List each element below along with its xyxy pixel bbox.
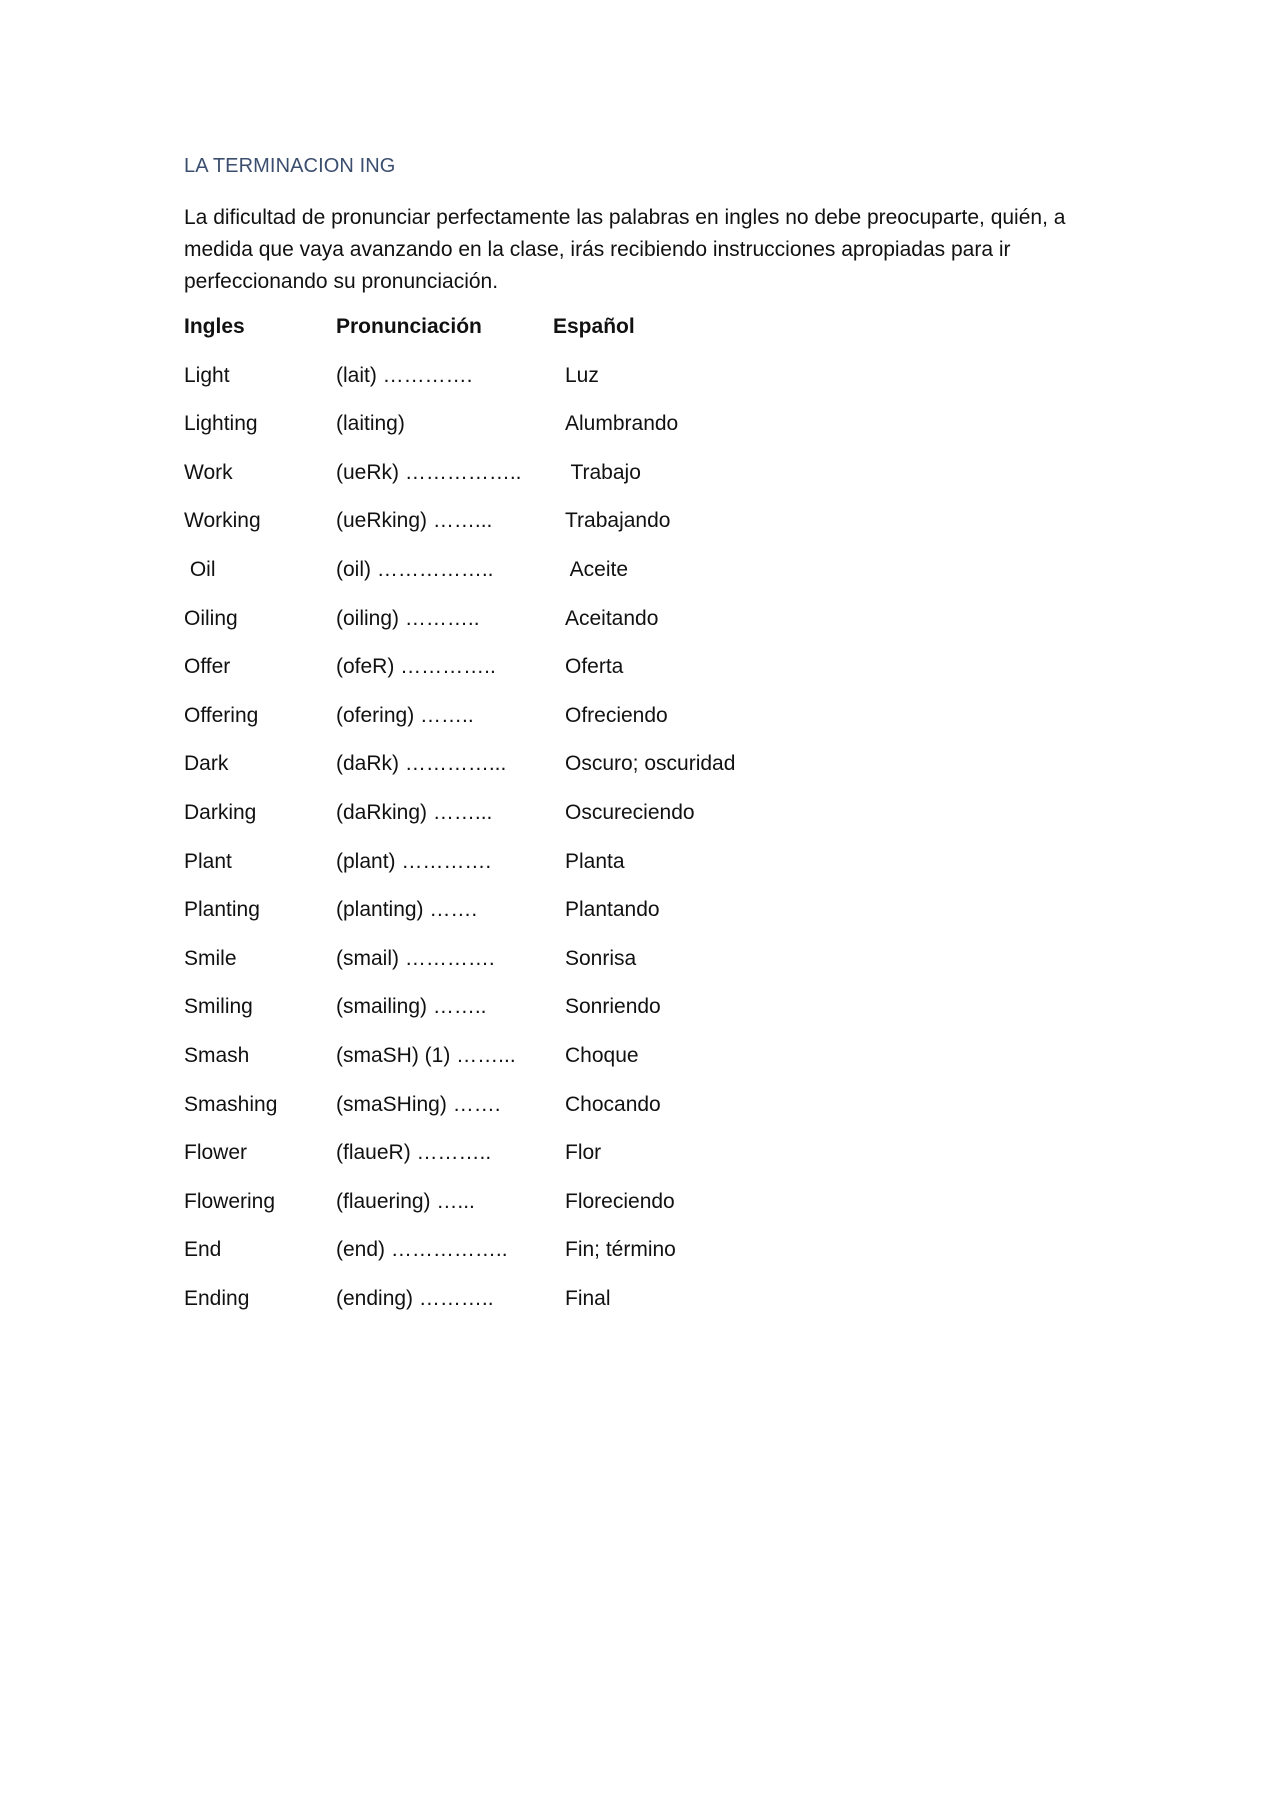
cell-pronunciacion: (flaueR) ……….. [336, 1141, 492, 1165]
cell-espanol: Choque [565, 1043, 639, 1067]
table-row [184, 1283, 884, 1332]
table-row [184, 554, 884, 603]
cell-espanol: Fin; término [565, 1238, 676, 1262]
table-row [184, 894, 884, 943]
header-pronunciacion: Pronunciación [336, 315, 482, 338]
cell-espanol: Plantando [565, 898, 660, 922]
cell-ingles: Smile [184, 946, 237, 970]
cell-ingles: Flowering [184, 1189, 276, 1213]
table-row [184, 505, 884, 554]
cell-espanol: Trabajando [565, 509, 671, 533]
cell-espanol: Ofreciendo [565, 703, 668, 727]
cell-ingles: Work [184, 460, 233, 484]
table-row [184, 1137, 884, 1186]
table-row [184, 700, 884, 749]
table-row [184, 408, 884, 457]
table-row [184, 846, 884, 895]
cell-espanol: Aceitando [565, 606, 659, 630]
table-header-row [184, 311, 884, 360]
cell-pronunciacion: (plant) …………. [336, 849, 492, 873]
table-row [184, 457, 884, 506]
table-row [184, 991, 884, 1040]
cell-pronunciacion: (daRk) …………... [336, 752, 507, 776]
table-row [184, 1186, 884, 1235]
cell-espanol: Oscuro; oscuridad [565, 752, 736, 776]
header-espanol: Español [553, 315, 635, 338]
table-row [184, 651, 884, 700]
cell-ingles: Lighting [184, 412, 258, 436]
cell-espanol: Floreciendo [565, 1189, 675, 1213]
cell-pronunciacion: (oil) …………….. [336, 557, 494, 581]
cell-espanol: Planta [565, 849, 625, 873]
cell-pronunciacion: (ueRking) ……... [336, 509, 493, 533]
page-title: LA TERMINACION ING [184, 155, 396, 177]
cell-pronunciacion: (ofeR) ………….. [336, 655, 496, 679]
cell-ingles: Oil [184, 557, 216, 581]
cell-espanol: Trabajo [565, 460, 641, 484]
table-row [184, 943, 884, 992]
cell-ingles: Light [184, 363, 230, 387]
cell-ingles: Darking [184, 800, 257, 824]
cell-pronunciacion: (smaSH) (1) ……... [336, 1043, 516, 1067]
cell-ingles: Smiling [184, 995, 253, 1019]
cell-espanol: Oferta [565, 655, 624, 679]
cell-espanol: Alumbrando [565, 412, 679, 436]
cell-pronunciacion: (end) …………….. [336, 1238, 508, 1262]
cell-espanol: Chocando [565, 1092, 661, 1116]
cell-ingles: Smashing [184, 1092, 278, 1116]
cell-pronunciacion: (smaSHing) ……. [336, 1092, 501, 1116]
cell-espanol: Flor [565, 1141, 602, 1165]
cell-ingles: End [184, 1238, 222, 1262]
cell-espanol: Oscureciendo [565, 800, 695, 824]
cell-ingles: Offer [184, 655, 231, 679]
cell-pronunciacion: (oiling) ……….. [336, 606, 480, 630]
cell-pronunciacion: (flauering) …... [336, 1189, 475, 1213]
cell-ingles: Working [184, 509, 261, 533]
cell-pronunciacion: (smailing) …….. [336, 995, 487, 1019]
cell-pronunciacion: (ueRk) …………….. [336, 460, 522, 484]
cell-ingles: Dark [184, 752, 229, 776]
table-row [184, 603, 884, 652]
cell-ingles: Flower [184, 1141, 248, 1165]
cell-pronunciacion: (planting) ……. [336, 898, 478, 922]
cell-pronunciacion: (daRking) ……... [336, 800, 493, 824]
cell-pronunciacion: (ending) ……….. [336, 1286, 494, 1310]
cell-ingles: Oiling [184, 606, 238, 630]
table-row [184, 797, 884, 846]
cell-pronunciacion: (lait) …………. [336, 363, 473, 387]
cell-ingles: Planting [184, 898, 260, 922]
vocabulary-table [184, 311, 884, 1331]
cell-espanol: Sonriendo [565, 995, 661, 1019]
table-body [184, 360, 884, 1332]
cell-ingles: Plant [184, 849, 232, 873]
table-row [184, 1234, 884, 1283]
cell-ingles: Smash [184, 1043, 250, 1067]
cell-ingles: Offering [184, 703, 259, 727]
table-row [184, 748, 884, 797]
header-ingles: Ingles [184, 315, 245, 338]
cell-pronunciacion: (laiting) [336, 412, 405, 436]
cell-ingles: Ending [184, 1286, 250, 1310]
table-row [184, 1040, 884, 1089]
intro-paragraph: La dificultad de pronunciar perfectamente las palabras en ingles no debe preocuparte, quién, a medida que vaya avanzando en la clase, irás recibiendo instrucciones apropiadas para ir perfeccionando su pronunciación. [184, 206, 1066, 293]
cell-espanol: Aceite [565, 557, 629, 581]
cell-pronunciacion: (ofering) …….. [336, 703, 474, 727]
cell-espanol: Luz [565, 363, 599, 387]
table-row [184, 360, 884, 409]
cell-pronunciacion: (smail) …………. [336, 946, 495, 970]
cell-espanol: Sonrisa [565, 946, 637, 970]
cell-espanol: Final [565, 1286, 611, 1310]
table-row [184, 1089, 884, 1138]
